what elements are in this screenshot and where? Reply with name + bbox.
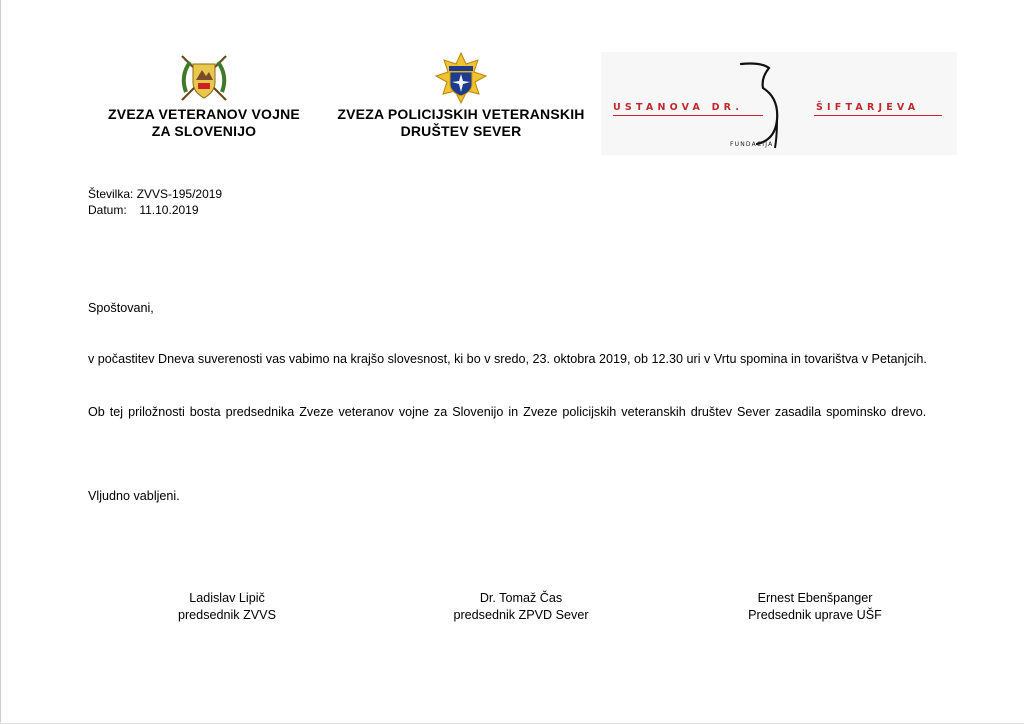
reference-number-value: ZVVS-195/2019 <box>136 187 223 201</box>
signatory-role: Predsednik uprave UŠF <box>748 608 882 622</box>
signature-block-2 <box>411 590 631 624</box>
police-star-badge-icon <box>433 52 489 104</box>
foundation-word-right: ŠIFTARJEVA <box>816 102 920 113</box>
foundation-underline-right <box>814 115 942 116</box>
letter-paragraph-1: v počastitev Dneva suverenosti vas vabimo na krajšo slovesnost, ki bo v sredo, 23. oktobra 2019, ob 12.30 uri v Vrtu spomina in tovarištva v Petanjcih. <box>88 352 927 366</box>
reference-date-row <box>88 202 222 218</box>
foundation-subtitle: FUNDACIJA <box>730 141 774 148</box>
letter-reference <box>88 186 222 218</box>
reference-number-row <box>88 186 222 202</box>
zvvs-emblem-icon <box>176 52 232 104</box>
foundation-logo <box>601 52 957 155</box>
org1-name-line1: ZVEZA VETERANOV VOJNE <box>108 106 300 122</box>
signature-block-1 <box>117 590 337 624</box>
letter-closing: Vljudno vabljeni. <box>88 489 180 503</box>
signatory-name: Ladislav Lipič <box>189 591 265 605</box>
letter-greeting: Spoštovani, <box>88 301 154 315</box>
org1-name-line2: ZA SLOVENIJO <box>151 123 257 139</box>
org2-name-line1: ZVEZA POLICIJSKIH VETERANSKIH <box>337 106 585 122</box>
foundation-word-left: USTANOVA DR. <box>613 102 744 113</box>
org2-name-line2: DRUŠTEV SEVER <box>400 123 522 139</box>
foundation-underline-left <box>613 115 763 116</box>
reference-number-label: Številka: <box>88 187 134 201</box>
org-zvvs <box>92 52 316 140</box>
reference-date-value: 11.10.2019 <box>139 203 199 217</box>
signatory-name: Dr. Tomaž Čas <box>479 591 563 605</box>
page-left-edge <box>0 0 1 724</box>
letter-paragraph-2: Ob tej priložnosti bosta predsednika Zveze veteranov vojne za Slovenijo in Zveze policijskih veteranskih društev Sever zasadila spominsko drevo. <box>88 405 927 419</box>
signature-block-3 <box>705 590 925 624</box>
org-zpvd-sever <box>326 52 596 140</box>
reference-date-label: Datum: <box>88 203 127 217</box>
signatory-role: predsednik ZPVD Sever <box>453 608 589 622</box>
signatory-name: Ernest Ebenšpanger <box>757 591 873 605</box>
signatory-role: predsednik ZVVS <box>177 608 276 622</box>
